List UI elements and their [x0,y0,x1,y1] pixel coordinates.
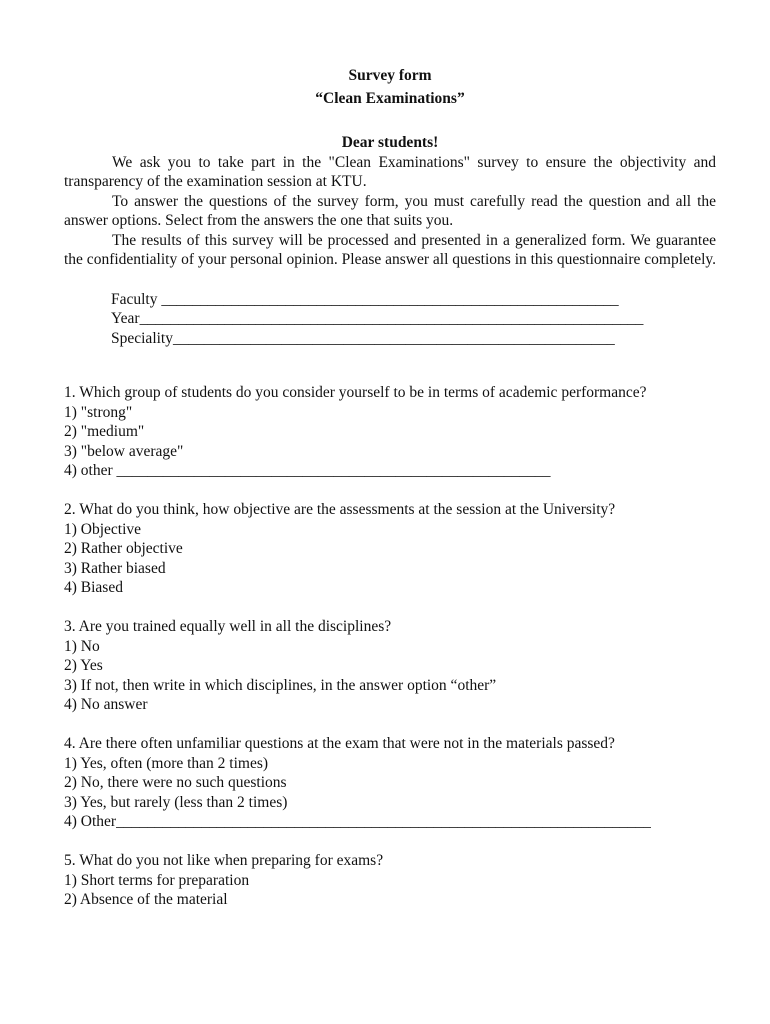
answer-option-other[interactable]: 4) Other_____________________________________________________________________ [64,813,651,830]
answer-option[interactable]: 1) Objective [64,520,142,538]
intro-paragraph-3: The results of this survey will be processed and presented in a generalized form. We guarantee the confidentiality of your personal opinion. Please answer all questions in this questionnaire completely. [64,231,716,268]
question-block-1 [64,383,716,481]
speciality-field[interactable]: Speciality_________________________________________________________ [111,329,615,347]
answer-option[interactable]: 3) "below average" [64,442,184,460]
document-subtitle: “Clean Examinations” [315,89,465,107]
question-text: 4. Are there often unfamiliar questions at the exam that were not in the materials passed? [64,735,615,752]
question-text: 1. Which group of students do you consider yourself to be in terms of academic performance? [64,384,647,401]
answer-option[interactable]: 3) If not, then write in which disciplines, in the answer option “other” [64,676,497,694]
answer-option[interactable]: 1) Yes, often (more than 2 times) [64,754,269,772]
document-title: Survey form [348,67,432,84]
greeting-heading: Dear students! [341,134,439,151]
answer-option[interactable]: 3) Yes, but rarely (less than 2 times) [64,793,288,811]
question-block-4 [64,734,716,832]
question-block-5 [64,851,716,910]
answer-option[interactable]: 1) No [64,637,100,655]
respondent-fields [64,290,716,349]
answer-option[interactable]: 1) Short terms for preparation [64,871,250,889]
intro-paragraph-2: To answer the questions of the survey form, you must carefully read the question and all the answer options. Select from the answers the one that suits you. [64,192,716,229]
question-text: 2. What do you think, how objective are the assessments at the session at the University? [64,501,616,518]
answer-option[interactable]: 2) Rather objective [64,540,183,557]
question-text: 5. What do you not like when preparing for exams? [64,852,384,869]
question-block-3 [64,617,716,715]
survey-document [64,66,716,910]
answer-option[interactable]: 2) Yes [64,657,103,674]
answer-option[interactable]: 3) Rather biased [64,559,166,577]
question-block-2 [64,500,716,598]
answer-option[interactable]: 2) "medium" [64,423,145,440]
faculty-field[interactable]: Faculty ___________________________________________________________ [111,290,619,308]
answer-option[interactable]: 1) "strong" [64,403,133,421]
question-text: 3. Are you trained equally well in all the disciplines? [64,618,392,635]
intro-paragraph-1: We ask you to take part in the "Clean Examinations" survey to ensure the objectivity and transparency of the examination session at KTU. [64,153,716,190]
answer-option[interactable]: 2) Absence of the material [64,891,228,908]
answer-option[interactable]: 2) No, there were no such questions [64,774,287,791]
year-field[interactable]: Year_________________________________________________________________ [111,310,644,327]
answer-option[interactable]: 4) No answer [64,696,148,713]
answer-option[interactable]: 4) Biased [64,579,123,596]
answer-option-other[interactable]: 4) other ________________________________________________________ [64,462,551,479]
